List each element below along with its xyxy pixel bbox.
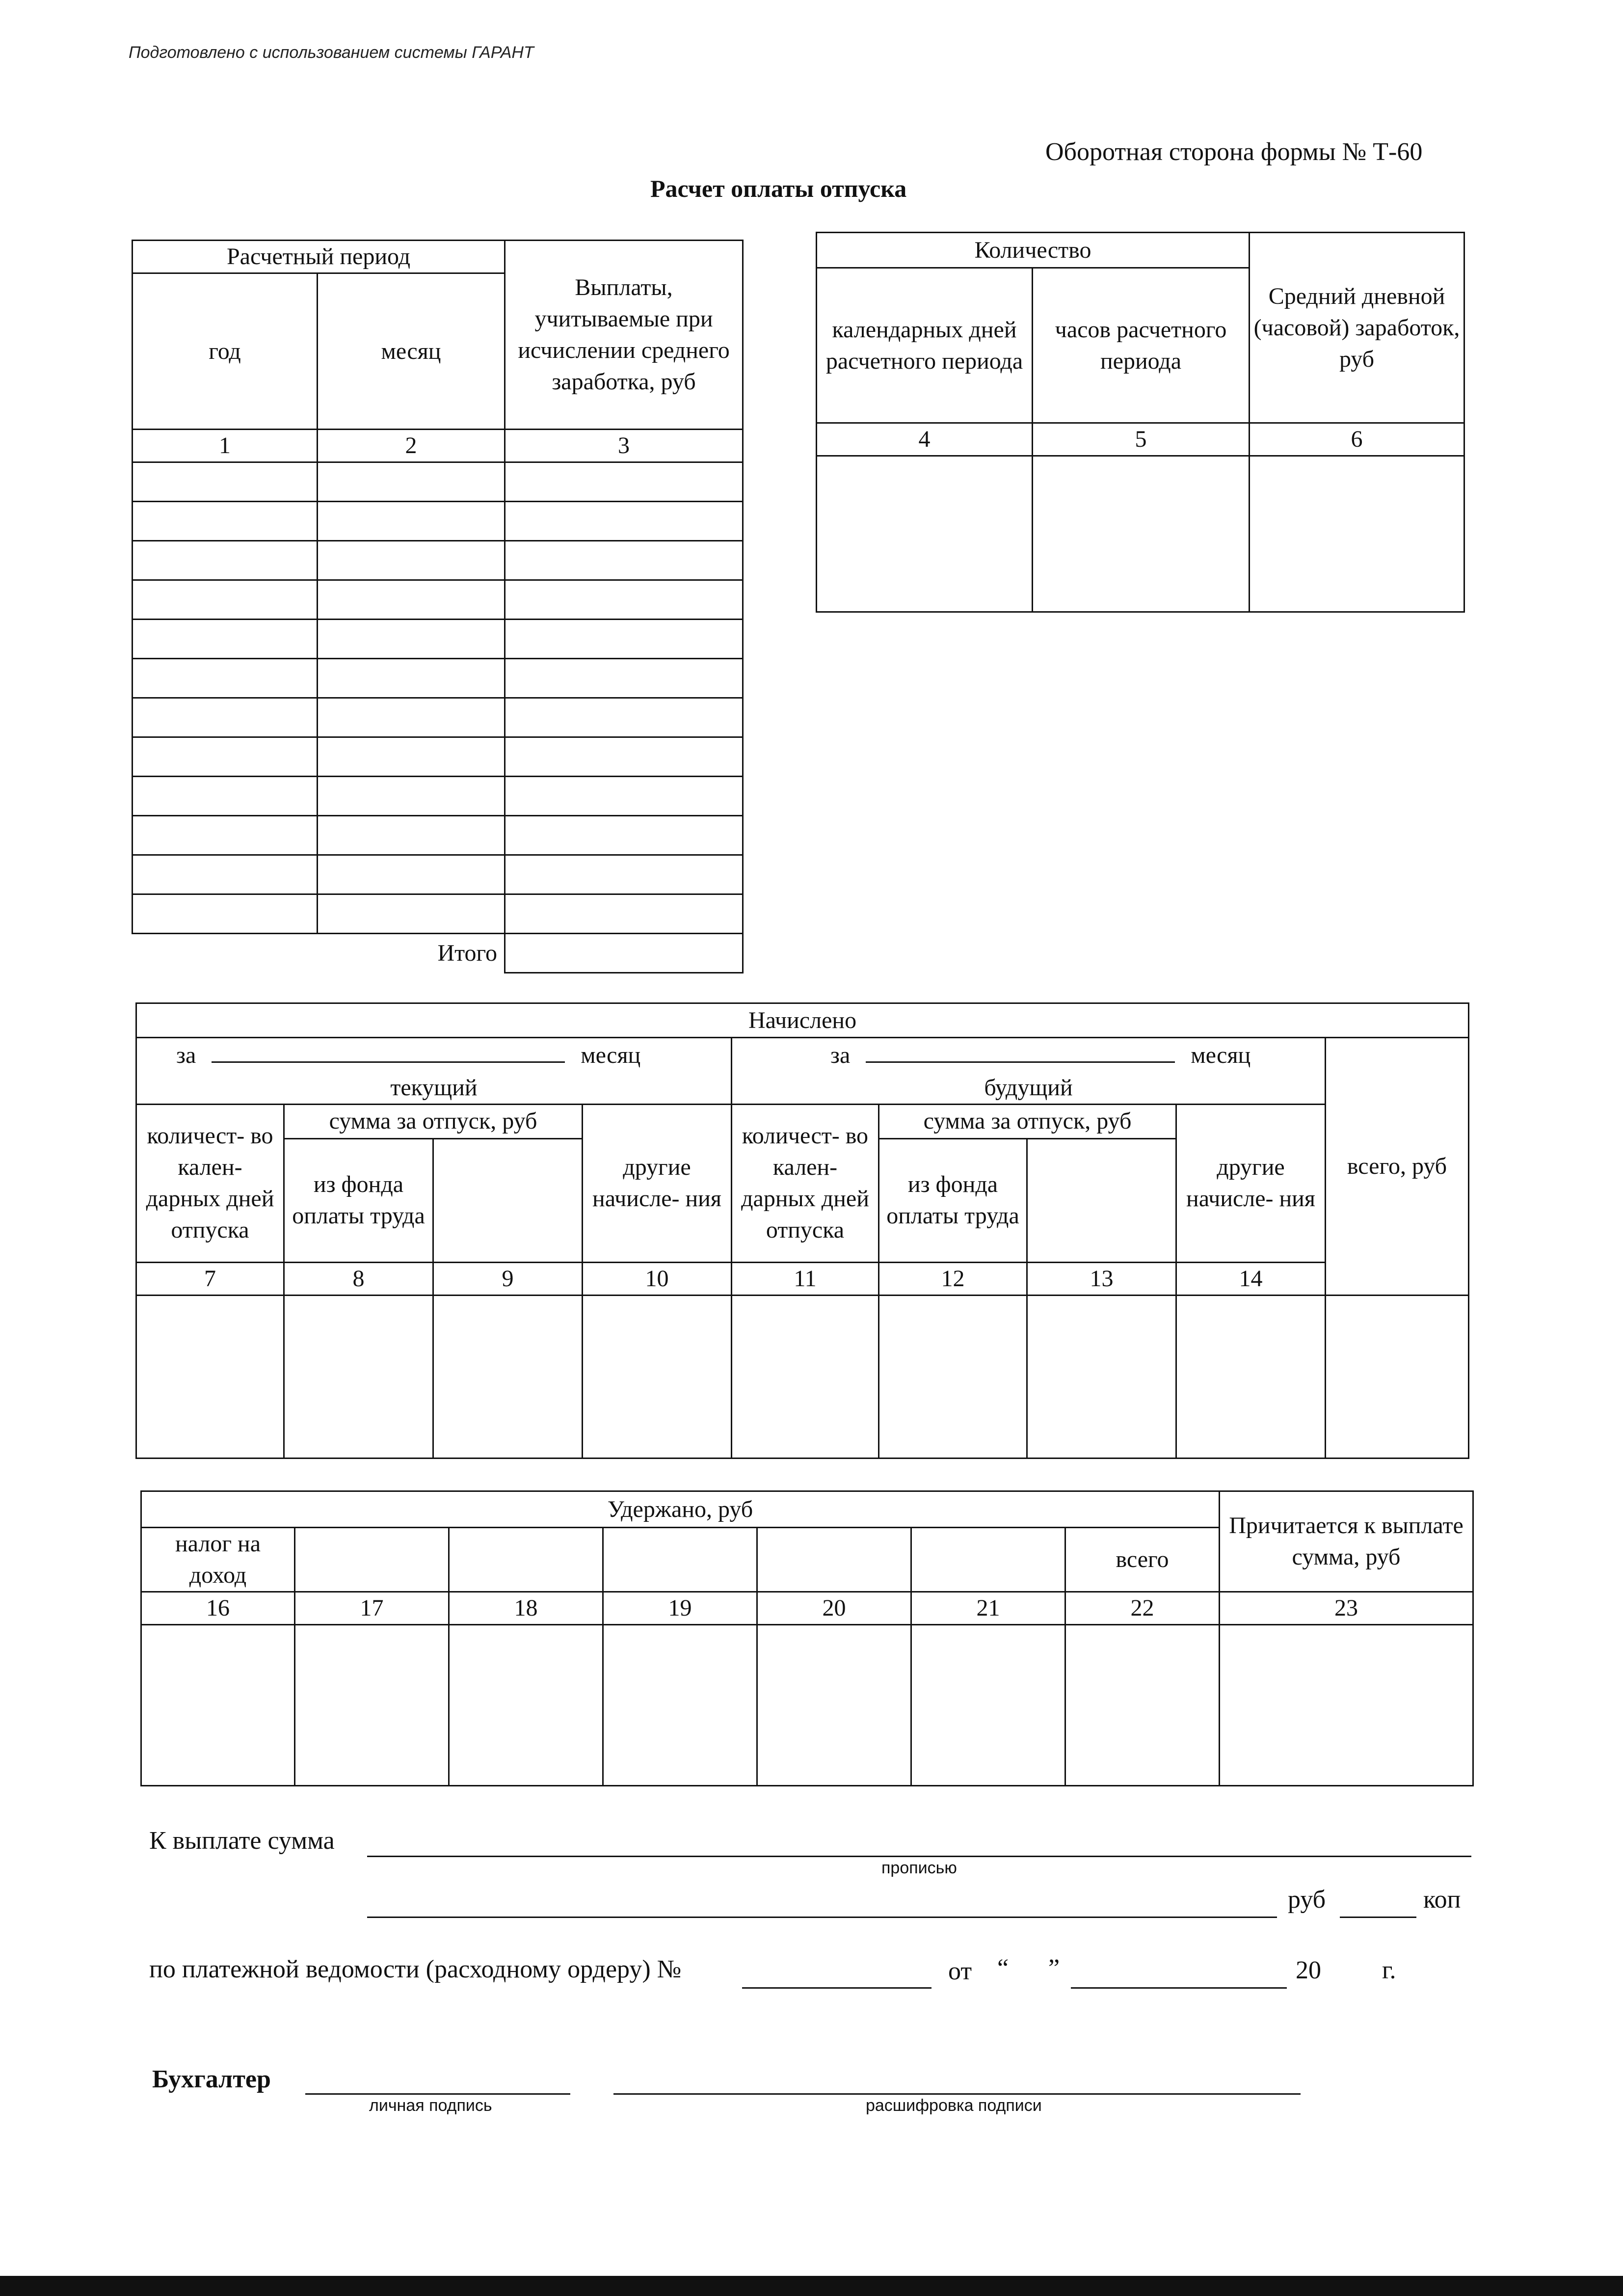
year-suffix-label: г. — [1382, 1956, 1396, 1984]
col-number: 22 — [1065, 1592, 1220, 1625]
withheld-cell[interactable] — [603, 1625, 757, 1786]
accrued-cell[interactable] — [1326, 1295, 1469, 1458]
year-cell[interactable] — [133, 580, 318, 620]
hours-cell[interactable] — [1033, 456, 1250, 612]
year-cell[interactable] — [133, 816, 318, 855]
withheld-table — [140, 1490, 1474, 1786]
vacation-sum-header: сумма за отпуск, руб — [879, 1104, 1176, 1138]
statement-number-line[interactable] — [742, 1987, 931, 1989]
withheld-cell[interactable] — [1065, 1625, 1220, 1786]
accrued-cell[interactable] — [732, 1295, 879, 1458]
col-number: 3 — [505, 430, 743, 462]
col-number: 11 — [732, 1262, 879, 1295]
col-number: 19 — [603, 1592, 757, 1625]
quantity-header: Количество — [817, 233, 1250, 268]
month-cell[interactable] — [318, 462, 505, 502]
year-header: год — [133, 273, 318, 430]
header-note: Подготовлено с использованием системы ГАРАНТ — [129, 43, 534, 62]
col-number: 4 — [817, 423, 1033, 456]
payment-cell[interactable] — [505, 855, 743, 894]
calendar-days-cell[interactable] — [817, 456, 1033, 612]
payment-cell[interactable] — [505, 777, 743, 816]
current-month-line — [136, 1038, 732, 1072]
payment-cell[interactable] — [505, 698, 743, 737]
year-cell[interactable] — [133, 541, 318, 580]
in-words-caption: прописью — [881, 1859, 957, 1877]
future-month-input[interactable] — [866, 1039, 1175, 1063]
month-cell[interactable] — [318, 855, 505, 894]
future-label: будущий — [732, 1072, 1326, 1105]
date-line[interactable] — [1071, 1987, 1287, 1989]
payment-cell[interactable] — [505, 894, 743, 934]
col-number: 14 — [1176, 1262, 1326, 1295]
scan-edge-bar — [0, 2276, 1623, 2296]
col-number: 7 — [136, 1262, 284, 1295]
payment-cell[interactable] — [505, 502, 743, 541]
year-prefix: 20 — [1296, 1956, 1321, 1984]
accrued-cell[interactable] — [879, 1295, 1027, 1458]
future-month-line — [732, 1038, 1326, 1072]
payment-cell[interactable] — [505, 737, 743, 777]
blank-header — [603, 1528, 757, 1592]
rub-label: руб — [1288, 1886, 1326, 1914]
month-cell[interactable] — [318, 894, 505, 934]
quote-open: “ — [997, 1954, 1009, 1982]
withheld-cell[interactable] — [757, 1625, 911, 1786]
accountant-label: Бухгалтер — [152, 2065, 271, 2093]
month-cell[interactable] — [318, 620, 505, 659]
payment-cell[interactable] — [505, 659, 743, 698]
from-fund-header: из фонда оплаты труда — [879, 1138, 1027, 1262]
blank-header — [911, 1528, 1065, 1592]
total-label: Итого — [437, 940, 498, 967]
year-cell[interactable] — [133, 737, 318, 777]
col-number: 16 — [141, 1592, 295, 1625]
col-number: 21 — [911, 1592, 1065, 1625]
avg-earnings-header: Средний дневной (часовой) заработок, руб — [1250, 233, 1464, 423]
accrued-cell[interactable] — [583, 1295, 732, 1458]
tax-header: налог на доход — [141, 1528, 295, 1592]
hours-header: часов расчетного периода — [1033, 268, 1250, 423]
pay-sum-words-line[interactable] — [367, 1856, 1471, 1857]
other-accruals-header: другие начисле- ния — [1176, 1104, 1326, 1262]
kop-label: коп — [1423, 1886, 1461, 1914]
signature-line[interactable] — [305, 2093, 570, 2095]
due-cell[interactable] — [1220, 1625, 1473, 1786]
for-label: за — [830, 1042, 851, 1069]
page-title: Расчет оплаты отпуска — [650, 175, 907, 202]
col-number: 10 — [583, 1262, 732, 1295]
col-number: 8 — [284, 1262, 433, 1295]
year-cell[interactable] — [133, 462, 318, 502]
decoding-caption: расшифровка подписи — [866, 2096, 1042, 2115]
payment-cell[interactable] — [505, 462, 743, 502]
col-number: 18 — [449, 1592, 603, 1625]
col-number: 13 — [1027, 1262, 1176, 1295]
col-number: 17 — [295, 1592, 449, 1625]
blank-header — [1027, 1138, 1176, 1262]
payments-table — [132, 240, 744, 973]
accrued-cell[interactable] — [1176, 1295, 1326, 1458]
accrued-header: Начислено — [136, 1003, 1469, 1038]
other-accruals-header: другие начисле- ния — [583, 1104, 732, 1262]
year-cell[interactable] — [133, 502, 318, 541]
kop-input-line[interactable] — [1340, 1917, 1416, 1918]
statement-label: по платежной ведомости (расходному ордеру) № — [149, 1955, 682, 1983]
vacation-days-header: количест- во кален- дарных дней отпуска — [732, 1104, 879, 1262]
year-cell[interactable] — [133, 894, 318, 934]
col-number: 2 — [318, 430, 505, 462]
year-cell[interactable] — [133, 855, 318, 894]
for-label: за — [176, 1042, 196, 1069]
accrued-cell[interactable] — [1027, 1295, 1176, 1458]
vacation-days-header: количест- во кален- дарных дней отпуска — [136, 1104, 284, 1262]
month-label: месяц — [1191, 1042, 1251, 1069]
col-number: 20 — [757, 1592, 911, 1625]
col-number: 6 — [1250, 423, 1464, 456]
blank-header — [295, 1528, 449, 1592]
form-reference: Оборотная сторона формы № Т-60 — [1045, 138, 1423, 166]
col-number: 23 — [1220, 1592, 1473, 1625]
month-label: месяц — [581, 1042, 641, 1069]
blank-header — [433, 1138, 583, 1262]
month-cell[interactable] — [318, 698, 505, 737]
year-cell[interactable] — [133, 659, 318, 698]
month-cell[interactable] — [318, 816, 505, 855]
period-header: Расчетный период — [133, 241, 505, 273]
payment-cell[interactable] — [505, 541, 743, 580]
month-cell[interactable] — [318, 737, 505, 777]
year-cell[interactable] — [133, 698, 318, 737]
quote-close: ” — [1048, 1954, 1060, 1982]
accrued-cell[interactable] — [136, 1295, 284, 1458]
total-header: всего, руб — [1326, 1038, 1469, 1296]
withheld-cell[interactable] — [295, 1625, 449, 1786]
accrued-table — [135, 1002, 1469, 1459]
decoding-line[interactable] — [613, 2093, 1301, 2095]
blank-header — [449, 1528, 603, 1592]
month-cell[interactable] — [318, 580, 505, 620]
pay-sum-label: К выплате сумма — [149, 1827, 335, 1855]
blank-header — [757, 1528, 911, 1592]
withheld-cell[interactable] — [141, 1625, 295, 1786]
month-cell[interactable] — [318, 541, 505, 580]
withheld-total-header: всего — [1065, 1528, 1220, 1592]
payment-cell[interactable] — [505, 816, 743, 855]
year-cell[interactable] — [133, 620, 318, 659]
due-header: Причитается к выплате сумма, руб — [1220, 1491, 1473, 1592]
year-cell[interactable] — [133, 777, 318, 816]
from-label: от — [948, 1957, 972, 1985]
current-label: текущий — [136, 1072, 732, 1105]
withheld-cell[interactable] — [911, 1625, 1065, 1786]
withheld-header: Удержано, руб — [141, 1491, 1220, 1528]
accrued-cell[interactable] — [284, 1295, 433, 1458]
total-cell[interactable] — [505, 934, 743, 973]
col-number: 9 — [433, 1262, 583, 1295]
accrued-cell[interactable] — [433, 1295, 583, 1458]
calendar-days-header: календарных дней расчетного периода — [817, 268, 1033, 423]
from-fund-header: из фонда оплаты труда — [284, 1138, 433, 1262]
withheld-cell[interactable] — [449, 1625, 603, 1786]
col-number: 1 — [133, 430, 318, 462]
month-cell[interactable] — [318, 777, 505, 816]
payments-header: Выплаты, учитываемые при исчислении среднего заработка, руб — [505, 241, 743, 430]
payment-cell[interactable] — [505, 580, 743, 620]
vacation-sum-header: сумма за отпуск, руб — [284, 1104, 583, 1138]
month-cell[interactable] — [318, 502, 505, 541]
signature-caption: личная подпись — [369, 2096, 492, 2115]
avg-earnings-cell[interactable] — [1250, 456, 1464, 612]
payment-cell[interactable] — [505, 620, 743, 659]
month-cell[interactable] — [318, 659, 505, 698]
col-number: 12 — [879, 1262, 1027, 1295]
month-header: месяц — [318, 273, 505, 430]
pay-sum-words-line-2[interactable] — [367, 1917, 1277, 1918]
quantity-table — [816, 232, 1465, 613]
current-month-input[interactable] — [212, 1039, 565, 1063]
col-number: 5 — [1033, 423, 1250, 456]
